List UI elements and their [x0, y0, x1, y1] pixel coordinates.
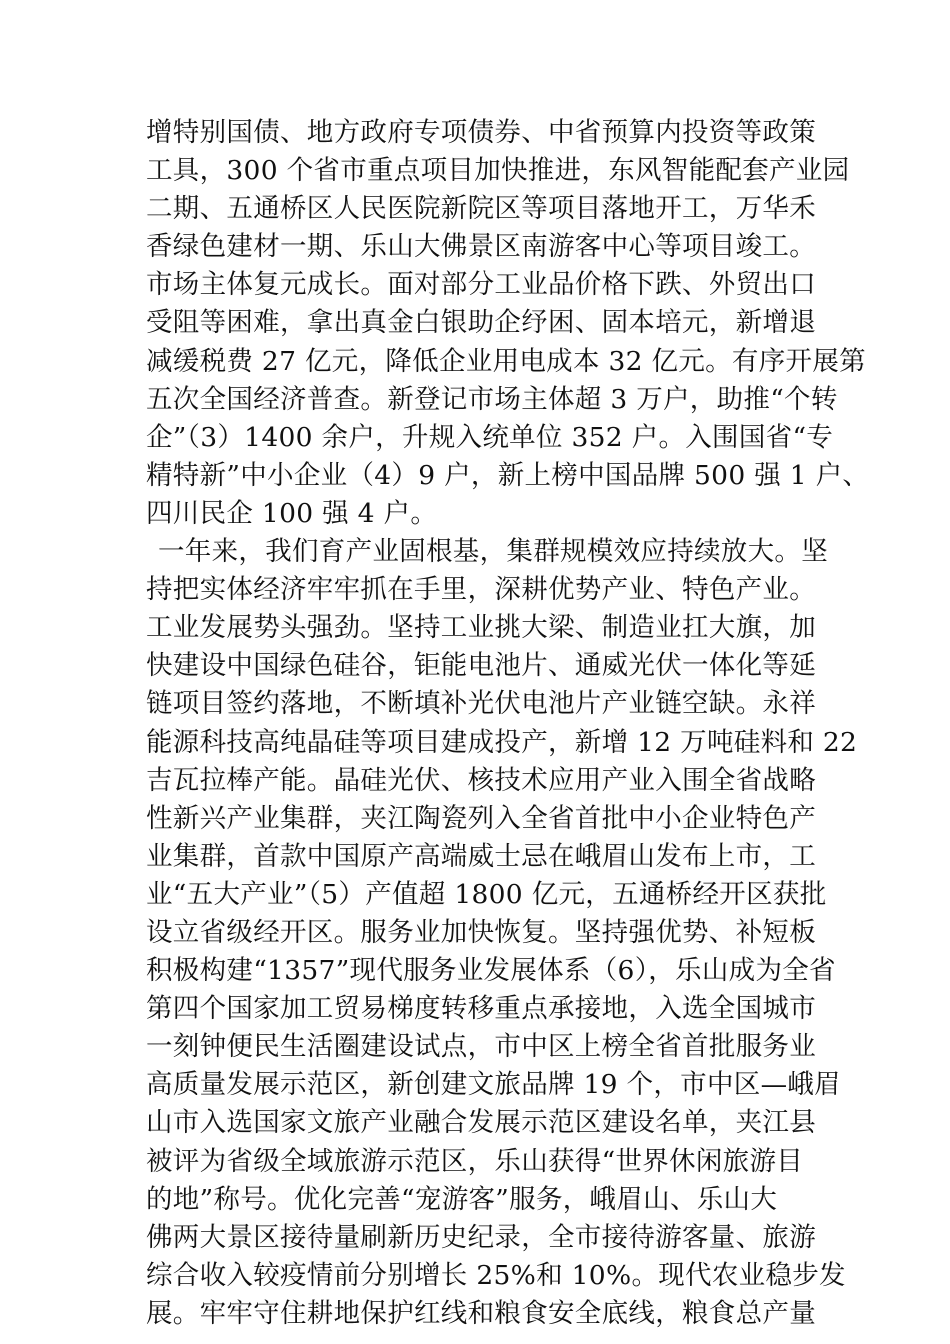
text-line: 四川民企 100 强 4 户。 — [146, 497, 438, 529]
text-line: 被评为省级全域旅游示范区，乐山获得“世界休闲旅游目 — [146, 1145, 804, 1177]
text-line: 的地”称号。优化完善“宠游客”服务，峨眉山、乐山大 — [146, 1183, 778, 1215]
text-line: 展。牢牢守住耕地保护红线和粮食安全底线，粮食总产量 — [146, 1297, 816, 1329]
text-line: 山市入选国家文旅产业融合发展示范区建设名单，夹江县 — [146, 1107, 816, 1139]
text-line: 精特新”中小企业（4）9 户，新上榜中国品牌 500 强 1 户、 — [146, 459, 870, 491]
text-line: 业集群，首款中国原产高端威士忌在峨眉山发布上市，工 — [146, 840, 816, 872]
text-line: 佛两大景区接待量刷新历史纪录，全市接待游客量、旅游 — [146, 1221, 816, 1253]
text-line: 快建设中国绿色硅谷，钜能电池片、通威光伏一体化等延 — [146, 650, 816, 682]
text-line: 市场主体复元成长。面对部分工业品价格下跌、外贸出口 — [146, 269, 816, 301]
text-line: 香绿色建材一期、乐山大佛景区南游客中心等项目竣工。 — [146, 231, 816, 263]
text-line: 工业发展势头强劲。坚持工业挑大梁、制造业扛大旗，加 — [146, 612, 816, 644]
text-line: 链项目签约落地，不断填补光伏电池片产业链空缺。永祥 — [146, 688, 816, 720]
text-line: 性新兴产业集群，夹江陶瓷列入全省首批中小企业特色产 — [146, 802, 816, 834]
text-line: 受阻等困难，拿出真金白银助企纾困、固本培元，新增退 — [146, 307, 816, 339]
text-line: 能源科技高纯晶硅等项目建成投产，新增 12 万吨硅料和 22 — [146, 726, 858, 758]
text-line: 持把实体经济牢牢抓在手里，深耕优势产业、特色产业。 — [146, 574, 816, 606]
text-line: 工具，300 个省市重点项目加快推进，东风智能配套产业园 — [146, 155, 850, 187]
text-line: 增特别国债、地方政府专项债券、中省预算内投资等政策 — [146, 117, 816, 148]
text-line: 高质量发展示范区，新创建文旅品牌 19 个，市中区—峨眉 — [146, 1069, 841, 1101]
text-line: 企”（3）1400 余户，升规入统单位 352 户。入围国省“专 — [146, 421, 834, 453]
text-line: 减缓税费 27 亿元，降低企业用电成本 32 亿元。有序开展第 — [146, 345, 866, 377]
text-line: 吉瓦拉棒产能。晶硅光伏、核技术应用产业入围全省战略 — [146, 764, 816, 796]
text-line: 一刻钟便民生活圈建设试点，市中区上榜全省首批服务业 — [146, 1031, 816, 1063]
text-line: 二期、五通桥区人民医院新院区等项目落地开工，万华禾 — [146, 193, 816, 225]
body-text — [146, 114, 870, 1333]
text-line: 积极构建“1357”现代服务业发展体系（6），乐山成为全省 — [146, 955, 836, 987]
text-line: 综合收入较疫情前分别增长 25%和 10%。现代农业稳步发 — [146, 1259, 846, 1291]
text-line: 业“五大产业”（5）产值超 1800 亿元，五通桥经开区获批 — [146, 878, 827, 910]
text-line: 五次全国经济普查。新登记市场主体超 3 万户，助推“个转 — [146, 383, 838, 415]
text-line: 设立省级经开区。服务业加快恢复。坚持强优势、补短板 — [146, 916, 816, 948]
paragraph-start-line: 一年来，我们育产业固根基，集群规模效应持续放大。坚 — [158, 536, 828, 568]
text-line: 第四个国家加工贸易梯度转移重点承接地，入选全国城市 — [146, 993, 816, 1025]
